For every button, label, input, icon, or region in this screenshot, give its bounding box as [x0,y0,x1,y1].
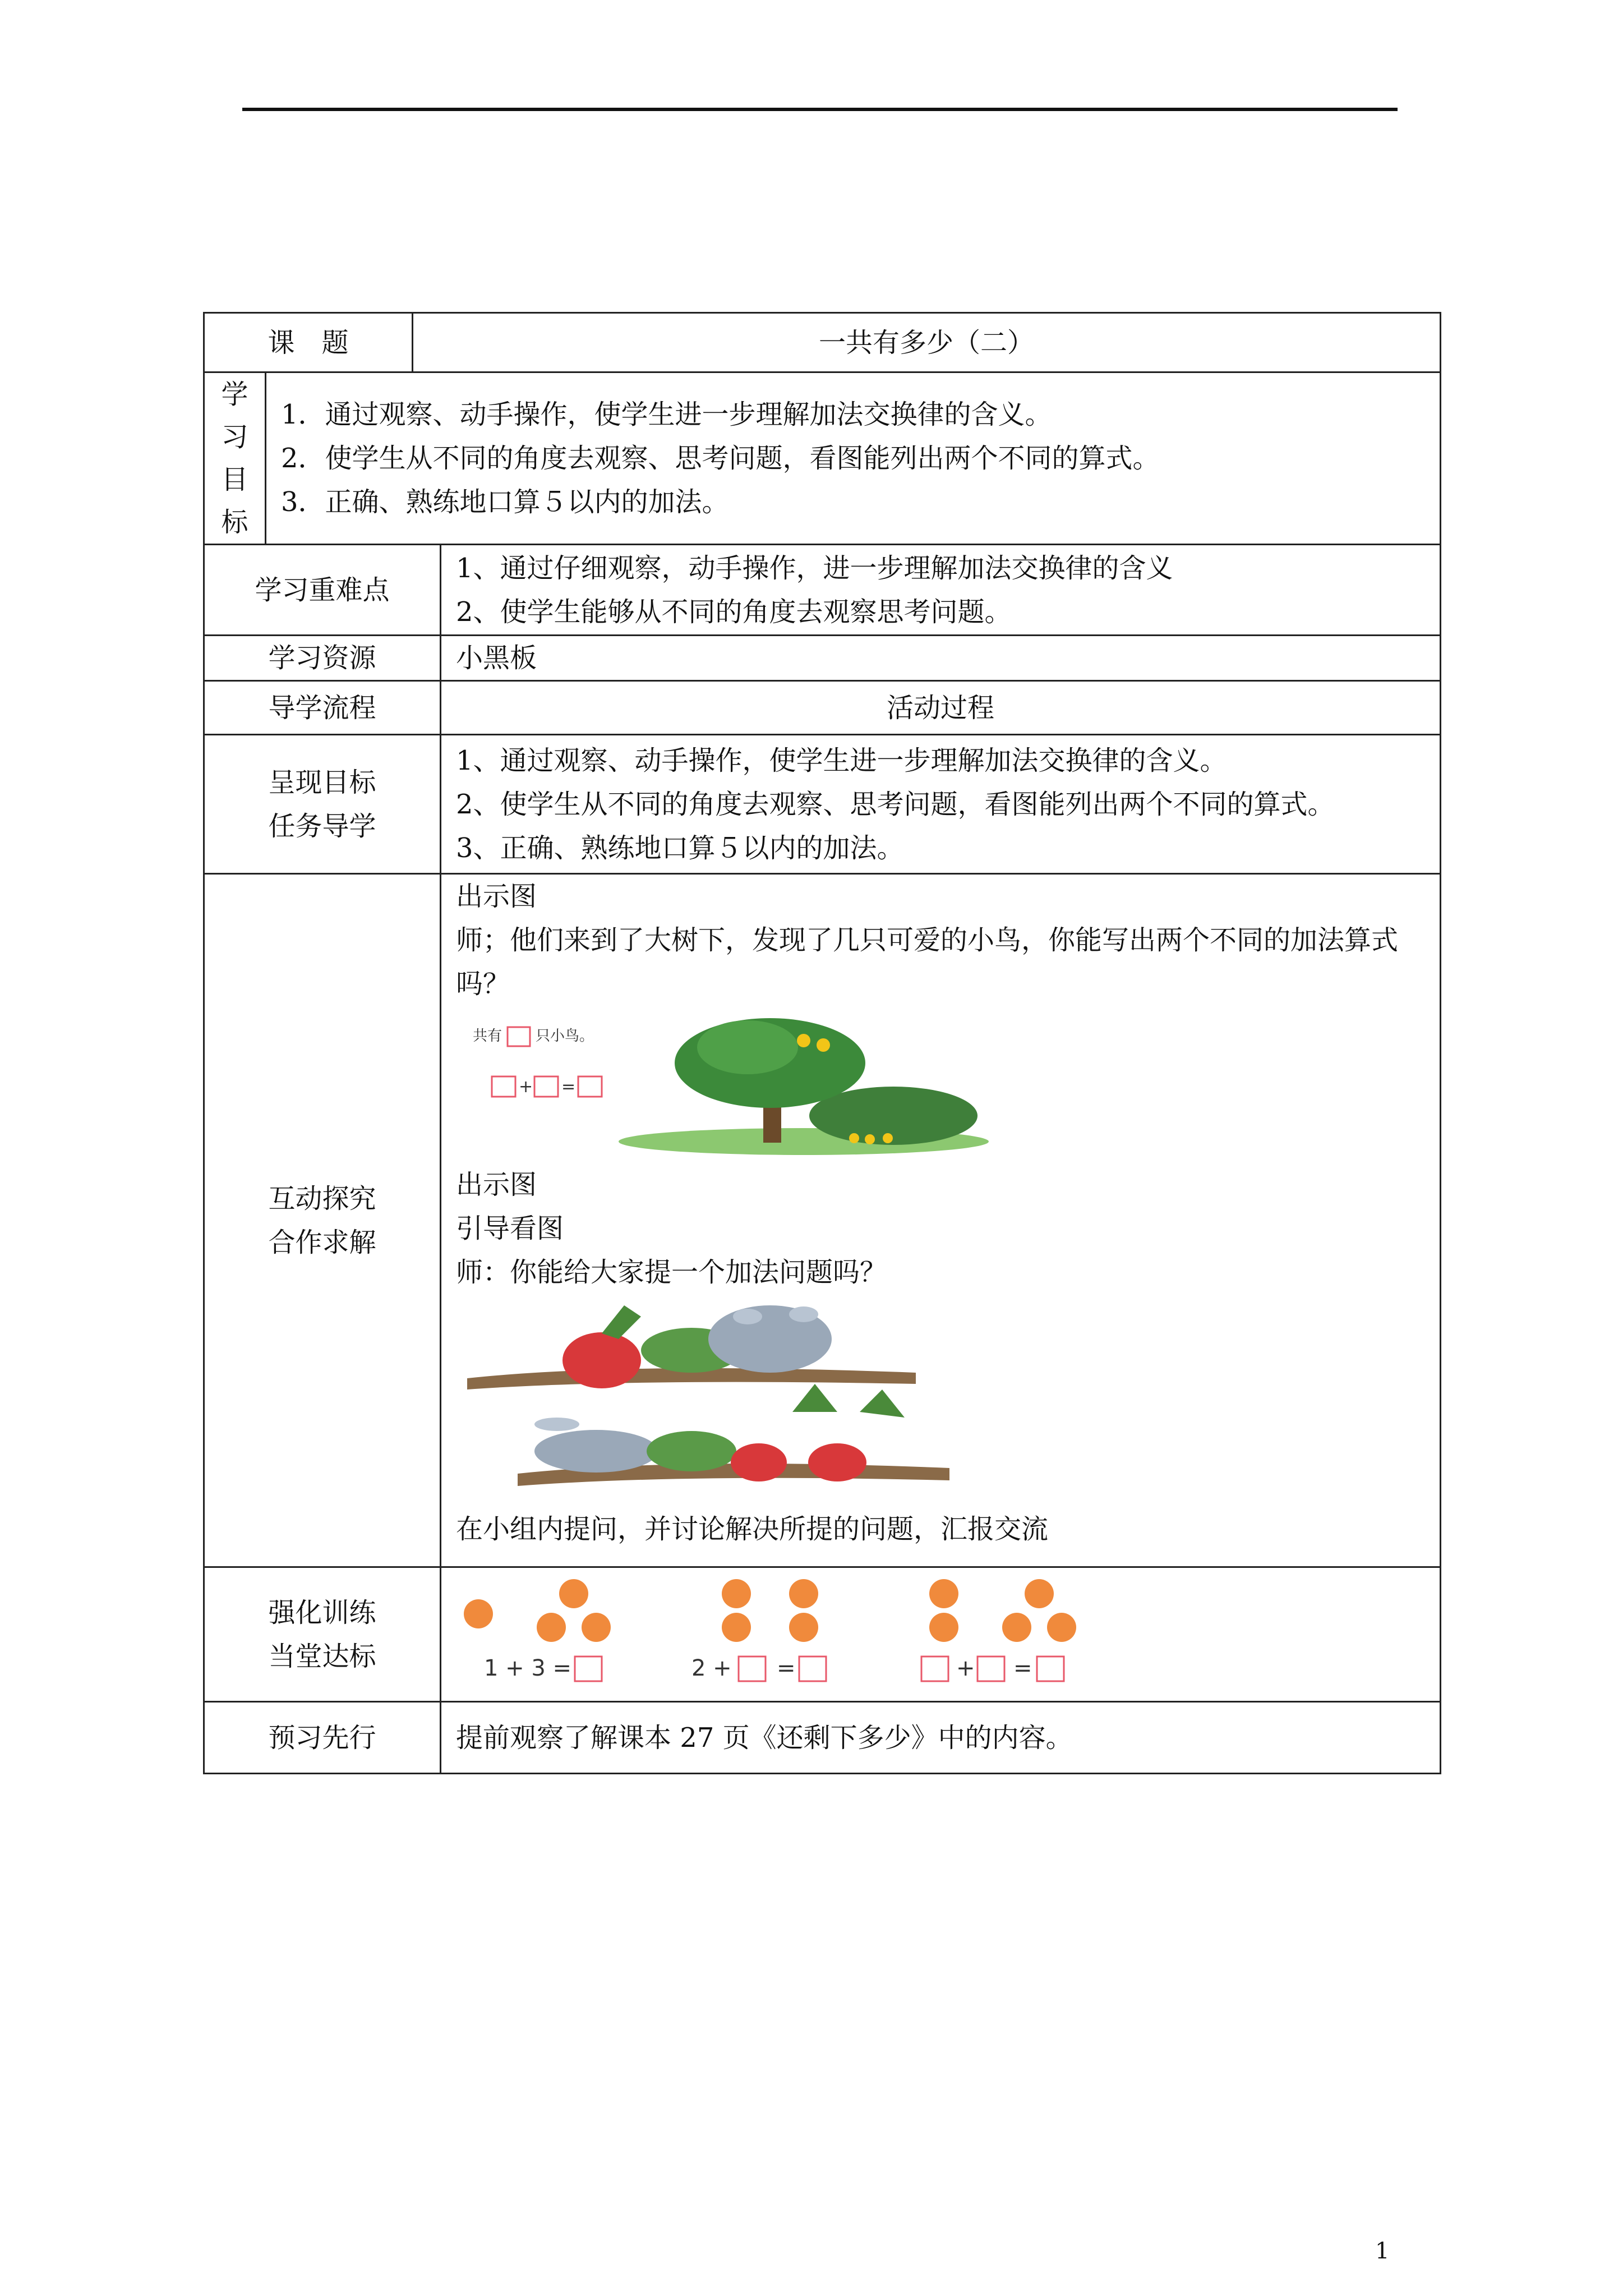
key-point-item: 2、使学生能够从不同的角度去观察思考问题。 [456,596,1012,628]
label-line: 当堂达标 [268,1640,376,1672]
resources-label: 学习资源 [204,636,441,681]
explore-question: 师：你能给大家提一个加法问题吗？ [456,1257,887,1288]
plus-sign: + [956,1655,975,1681]
row-objectives [204,372,1441,545]
row-explore [204,874,1441,1567]
goal-item: 1、通过观察、动手操作，使学生进一步理解加法交换律的含义。 [456,744,1227,776]
peach-icon [537,1613,566,1642]
explore-line: 出示图 [456,881,537,912]
answer-box [739,1657,766,1681]
label-line: 任务导学 [268,810,376,842]
label-line: 合作求解 [268,1226,376,1258]
peach-icon [722,1613,751,1642]
objective-item: 3．正确、熟练地口算５以内的加法。 [281,486,729,518]
answer-box [1037,1657,1064,1681]
bird-icon [797,1034,810,1047]
row-practice [204,1567,1441,1702]
practice-content [441,1567,1441,1702]
explore-label [204,874,441,1567]
equals-sign: = [777,1655,796,1681]
objectives-content [266,372,1441,545]
label-line: 互动探究 [268,1182,376,1214]
practice-label [204,1567,441,1702]
peach-group-1 [464,1579,611,1642]
radish-leaves [792,1384,837,1412]
radish-leaves [647,1431,736,1471]
flow-label: 导学流程 [204,681,441,735]
radish-rabbits-illustration [456,1300,961,1502]
answer-box [978,1657,1004,1681]
rabbit-ear [789,1306,818,1322]
bird-icon [817,1038,830,1052]
equals-sign: = [1013,1655,1032,1681]
goal-item: 3、正确、熟练地口算５以内的加法。 [456,832,904,864]
plus-sign: + [519,1077,533,1097]
topic-value: 一共有多少（二） [413,313,1441,372]
tree-crown [697,1020,798,1074]
rabbit-ear [534,1418,579,1431]
answer-box [578,1076,602,1097]
answer-box [492,1076,515,1097]
peach-icon [582,1613,611,1642]
peach-icon [929,1579,958,1608]
objective-item: 2．使学生从不同的角度去观察、思考问题，看图能列出两个不同的算式。 [281,443,1160,474]
answer-box [508,1027,530,1046]
explore-line: 在小组内提问，并讨论解决所提的问题，汇报交流 [456,1513,1049,1545]
objectives-label-char: 习 [221,421,248,453]
peach-group-3 [929,1579,1076,1642]
equals-sign: = [561,1077,576,1097]
key-points-content [441,545,1441,636]
lesson-plan-table [203,312,1441,1774]
present-goals-content [441,735,1441,874]
preview-label: 预习先行 [204,1702,441,1774]
label-line: 呈现目标 [268,766,376,798]
preview-value: 提前观察了解课本 27 页《还剩下多少》中的内容。 [441,1702,1441,1774]
key-point-item: 1、通过仔细观察，动手操作，进一步理解加法交换律的含义 [456,552,1173,584]
objectives-label-char: 学 [221,379,248,410]
explore-content [441,874,1441,1567]
header-rule [242,108,1398,111]
objective-item: 1．通过观察、动手操作，使学生进一步理解加法交换律的含义。 [281,399,1052,430]
present-goals-label [204,735,441,874]
row-flow-header [204,681,1441,735]
radish-icon [731,1443,787,1481]
bird-caption: 共有 [473,1028,502,1045]
bird-icon [849,1133,859,1143]
row-resources [204,636,1441,681]
equation-1: 1 + 3 = [484,1655,572,1681]
objectives-label-char: 目 [221,464,248,495]
equation-2: 2 + [691,1655,732,1681]
peach-icon [1025,1579,1054,1608]
rabbit-icon [534,1430,658,1473]
page-number: 1 [1375,2238,1390,2264]
practice-exercises [456,1569,1095,1687]
row-topic [204,313,1441,372]
bird-icon [865,1134,875,1144]
rabbit-ear [733,1309,762,1324]
peach-icon [789,1613,818,1642]
row-key-points [204,545,1441,636]
explore-line: 出示图 [456,1169,537,1200]
key-points-label: 学习重难点 [204,545,441,636]
topic-label: 课 题 [204,313,413,372]
explore-question: 师；他们来到了大树下，发现了几只可爱的小鸟，你能写出两个不同的加法算式吗？ [456,924,1399,1000]
answer-box [575,1657,602,1681]
label-line: 强化训练 [268,1596,376,1628]
resources-value: 小黑板 [441,636,1441,681]
flow-value: 活动过程 [441,681,1441,735]
objectives-label-char: 标 [221,507,248,538]
goal-item: 2、使学生从不同的角度去观察、思考问题，看图能列出两个不同的算式。 [456,788,1335,820]
peach-icon [789,1579,818,1608]
radish-icon [808,1443,866,1481]
peach-icon [1002,1613,1031,1642]
answer-box [534,1076,558,1097]
tree-birds-illustration [456,1011,994,1157]
peach-icon [722,1579,751,1608]
answer-box [921,1657,948,1681]
answer-box [799,1657,826,1681]
peach-group-2 [722,1579,818,1642]
bird-icon [883,1133,893,1143]
bird-caption-suffix: 只小鸟。 [536,1028,594,1045]
explore-line: 引导看图 [456,1213,564,1244]
row-present-goals [204,735,1441,874]
peach-icon [929,1613,958,1642]
objectives-label [204,372,266,545]
row-preview [204,1702,1441,1774]
peach-icon [464,1599,493,1628]
peach-icon [1047,1613,1076,1642]
peach-icon [559,1579,588,1608]
radish-leaves [602,1305,641,1339]
radish-leaves [860,1389,905,1418]
radish-icon [562,1332,641,1388]
